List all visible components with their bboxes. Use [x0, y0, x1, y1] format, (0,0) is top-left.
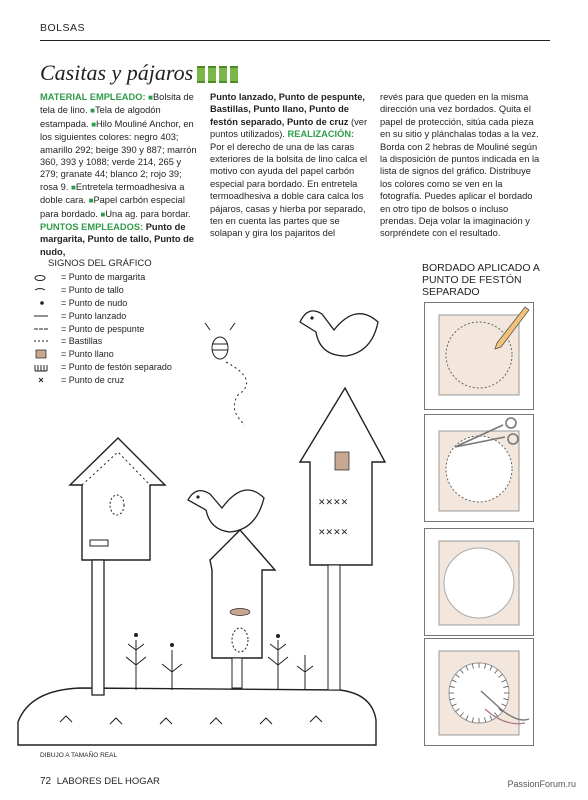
legend-label: = Punto de cruz	[61, 374, 125, 385]
bee-flight-path	[226, 362, 247, 425]
step-3-place-illustration	[424, 528, 534, 636]
legend-label: = Punto de pespunte	[61, 323, 145, 334]
drawing-caption: DIBUJO A TAMAÑO REAL	[40, 752, 118, 759]
legend-label: = Punto llano	[61, 349, 114, 360]
stitches-label: PUNTOS EMPLEADOS:	[40, 222, 144, 233]
bee	[212, 337, 228, 359]
carbon-text: Papel carbón especial para bordado.	[40, 195, 185, 219]
header-rule	[40, 40, 550, 41]
materials-label: MATERIAL EMPLEADO:	[40, 92, 146, 102]
section-label: BOLSAS	[40, 22, 86, 34]
page-number: 72	[40, 776, 52, 787]
page-footer	[40, 776, 160, 787]
legend-label: = Punto de tallo	[61, 285, 124, 296]
column3-text: revés para que queden en la misma dirección una vez bordados. Quita el papel de protección, sitúa cada pieza en su sitio y plánchalas todas a la vez. Borda con 2 hebras de Mouliné según la disposición de puntos indicada en la lista de signos del gráfico. Distribuye los colores como se ven en la fotografía. Puedes aplicar el bordado en otro tipo de bolsos o incluso prendas. Deja volar la imaginación y sorpréndete con el resultado.	[380, 92, 540, 239]
thread-text: Hilo Mouliné Anchor, en los siguientes colores: negro 403; amarillo 292; beige 390 y 887; marrón 360, 393 y 1088; verde 214, 265 y 279; granate 44; blanco 2; rojo 39; rosa 9.	[40, 118, 197, 192]
left-birdhouse	[70, 438, 165, 560]
left-post	[92, 560, 104, 695]
steps-title: BORDADO APLICADO A PUNTO DE FESTÓN SEPARADO	[422, 262, 540, 298]
thread-spools-icon	[197, 66, 238, 83]
watermark: PassionForum.ru	[507, 779, 576, 789]
materials-text: Bolsita de tela de lino.	[40, 92, 194, 116]
tall-birdhouse	[300, 388, 385, 565]
legend-label: = Punto de nudo	[61, 297, 128, 308]
step-1-trace-illustration	[424, 302, 534, 410]
cross-stitch-row: ✕✕✕✕	[318, 497, 349, 507]
grass-mound	[18, 688, 376, 745]
tall-satin-detail	[335, 452, 349, 470]
middle-bird-eye	[196, 495, 199, 498]
stitches-note: (ver puntos utilizados).	[210, 116, 368, 140]
middle-post	[232, 658, 242, 688]
column-1: MATERIAL EMPLEADO: ■Bolsita de tela de lino. ■Tela de algodón estampada. ■Hilo Mouliné Anchor, en los siguientes colores: negro 403; amarillo 292; beige 390 y 887; marrón 360, 393 y 1088; verde 214, 265 y 279; granate 44; blanco 2; rojo 39; rosa 9. ■Entretela termoadhesiva a doble cara. ■Papel carbón especial para bordado. ■Una ag. para bordar. PUNTOS EMPLEADOS: Punto de margarita, Punto de tallo, Punto de nudo,	[40, 92, 197, 257]
realization-label: REALIZACIÓN:	[287, 129, 355, 140]
fabric-text: Tela de algodón estampada.	[40, 105, 161, 129]
top-bird-eye	[310, 316, 313, 319]
stitches-text: Punto de margarita, Punto de tallo, Punto de nudo,	[40, 222, 194, 257]
legend-label: = Punto de margarita	[61, 272, 146, 283]
cross-stitch-row: ✕✕✕✕	[318, 527, 349, 537]
magazine-name: LABORES DEL HOGAR	[56, 776, 160, 787]
middle-satin-detail	[230, 609, 250, 616]
tall-post	[328, 565, 340, 690]
legend-label: = Bastillas	[61, 336, 103, 347]
legend-label: = Punto lanzado	[61, 310, 127, 321]
realization-text: Por el derecho de una de las caras exteriores de la bolsita de lino calca el motivo con ayuda del papel carbón especial para bordado. En entretela termoadhesiva a doble cara calca los pájaros, casas y hierba por separado, ten en cuenta las partes que se solapan y gira los pajaritos del	[210, 141, 368, 239]
embroidery-pattern-drawing	[0, 250, 420, 750]
stitches-cont: Punto lanzado, Punto de pespunte, Bastillas, Punto llano, Punto de festón separado, Punto de cruz	[210, 92, 365, 127]
column-3	[380, 91, 540, 240]
legend-title: SIGNOS DEL GRÁFICO	[48, 258, 152, 269]
column-2	[210, 91, 370, 240]
page-title: Casitas y pájaros	[40, 60, 194, 85]
legend-label: = Punto de festón separado	[61, 361, 172, 372]
step-2-cut-illustration	[424, 414, 534, 522]
interfacing-text: Entretela termoadhesiva a doble cara.	[40, 181, 185, 206]
needle-text: Una ag. para bordar.	[105, 208, 191, 219]
middle-birdhouse	[210, 530, 275, 658]
step-4-stitch-illustration	[424, 638, 534, 746]
